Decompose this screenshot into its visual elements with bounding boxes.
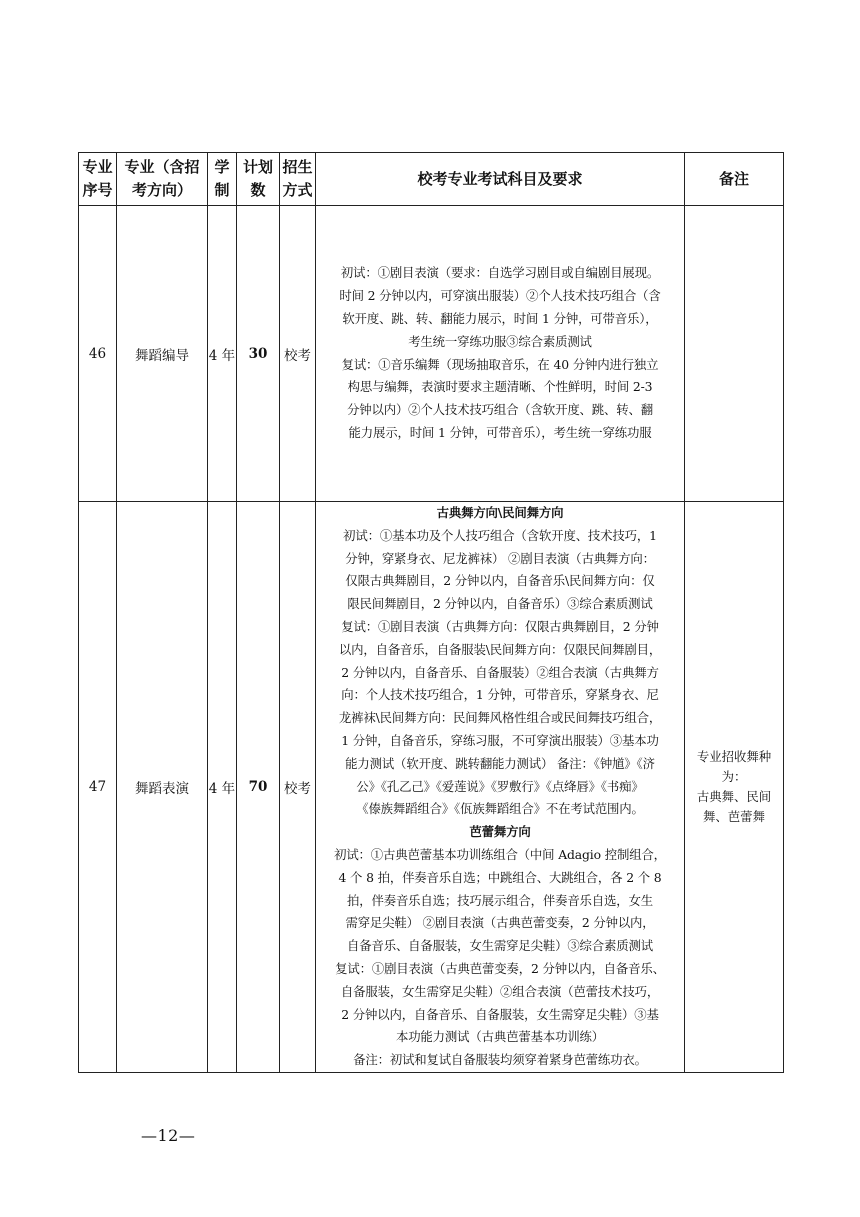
requirement-line: 复试：①剧目表演（古典芭蕾变奏，2 分钟以内，自备音乐、 [335,960,665,976]
requirement-line: 《傣族舞蹈组合》《佤族舞蹈组合》不在考试范围内。 [356,801,644,817]
requirement-line: 以内，自备音乐，自备服装\民间舞方向：仅限民间舞剧目， [338,641,662,657]
requirement-line: 自备音乐、自备服装，女生需穿足尖鞋）③综合素质测试 [346,938,653,954]
serial-number: 46 [79,206,117,502]
requirement-line: 能力展示，时间 1 分钟，可带音乐），考生统一穿练功服 [348,424,652,440]
requirement-line: 软开度、跳、转、翻能力展示，时间 1 分钟，可带音乐）， [342,310,658,326]
header-plan-count: 计划 数 [237,153,280,206]
requirement-line: 考生统一穿练功服③综合素质测试 [408,333,592,349]
requirement-line: 初试：①剧目表演（要求：自选学习剧目或自编剧目展现。 [340,265,660,281]
direction-title-classical-folk: 古典舞方向\民间舞方向 [436,505,564,520]
requirement-line: 初试：①古典芭蕾基本功训练组合（中间 Adagio 控制组合， [334,846,666,862]
requirement-line: 分钟以内）②个人技术技巧组合（含软开度、跳、转、翻 [346,402,653,418]
duration: 4 年 [208,206,237,502]
note-line: 古典舞、民间 [696,788,772,804]
note-line: 舞、芭蕾舞 [703,808,765,824]
requirement-line: 4 个 8 拍，伴奏音乐自选；中跳组合、大跳组合，各 2 个 8 [338,869,662,885]
requirement-line: 龙裤袜\民间舞方向：民间舞风格性组合或民间舞技巧组合， [338,710,662,726]
note-cell [685,206,784,502]
requirements-cell [316,502,685,1073]
header-admission-method: 招生 方式 [280,153,316,206]
note-line: 为： [721,768,747,784]
duration: 4 年 [208,502,237,1073]
table-row [79,206,784,502]
requirement-line: 1 分钟，自备音乐，穿练习服，不可穿演出服装）③基本功 [341,732,659,748]
admissions-table [78,152,784,1073]
requirement-line: 自备服装，女生需穿足尖鞋）②组合表演（芭蕾技术技巧， [340,983,660,999]
requirement-line: 能力测试（软开度、跳转翻能力测试） 备注：《钟馗》《济 [345,755,655,771]
requirement-line: 复试：①剧目表演（古典舞方向：仅限古典舞剧目，2 分钟 [341,618,659,634]
requirement-line: 拍，伴奏音乐自选；技巧展示组合，伴奏音乐自选，女生 [346,892,653,908]
major-name: 舞蹈表演 [117,502,208,1073]
requirement-line: 分钟，穿紧身衣、尼龙裤袜） ②剧目表演（古典舞方向： [345,550,655,566]
header-major: 专业（含招 考方向） [117,153,208,206]
major-name: 舞蹈编导 [117,206,208,502]
serial-number: 47 [79,502,117,1073]
note-line: 专业招收舞种 [696,748,772,764]
table-row [79,502,784,1073]
requirement-line: 仅限古典舞剧目，2 分钟以内，自备音乐\民间舞方向：仅 [345,573,655,589]
direction-title-ballet: 芭蕾舞方向 [469,824,531,840]
admission-method: 校考 [280,206,316,502]
header-note: 备注 [685,153,784,206]
requirements-cell [316,206,685,502]
requirement-line: 2 分钟以内，自备音乐、自备服装）②组合表演（古典舞方 [341,664,659,680]
requirement-line: 向：个人技术技巧组合，1 分钟，可带音乐，穿紧身衣、尼 [341,687,659,703]
requirement-line: 2 分钟以内，自备音乐、自备服装，女生需穿足尖鞋）③基 [341,1006,659,1022]
requirement-line: 限民间舞剧目，2 分钟以内，自备音乐）③综合素质测试 [347,596,653,612]
requirement-line: 初试：①基本功及个人技巧组合（含软开度、技术技巧，1 [343,527,657,543]
page-number: —12— [141,1126,196,1145]
header-serial-number: 专业 序号 [79,153,117,206]
requirement-line: 构思与编舞，表演时要求主题清晰、个性鲜明，时间 2-3 [347,379,653,395]
table-header-row [79,153,784,206]
plan-count: 30 [237,206,280,502]
requirement-line: 公》《孔乙己》《爱莲说》《罗敷行》《点绛唇》《书痴》 [356,778,644,794]
requirement-line: 复试：①音乐编舞（现场抽取音乐，在 40 分钟内进行独立 [341,356,659,372]
plan-count: 70 [237,502,280,1073]
admission-method: 校考 [280,502,316,1073]
note-cell [685,502,784,1073]
header-duration: 学 制 [208,153,237,206]
requirement-line: 本功能力测试（古典芭蕾基本功训练） [395,1029,605,1045]
requirement-line: 时间 2 分钟以内，可穿演出服装）②个人技术技巧组合（含 [339,288,661,304]
requirement-line: 需穿足尖鞋） ②剧目表演（古典芭蕾变奏，2 分钟以内， [345,915,655,931]
requirement-line: 备注：初试和复试自备服装均须穿着紧身芭蕾练功衣。 [353,1052,647,1068]
header-requirements: 校考专业考试科目及要求 [316,153,685,206]
